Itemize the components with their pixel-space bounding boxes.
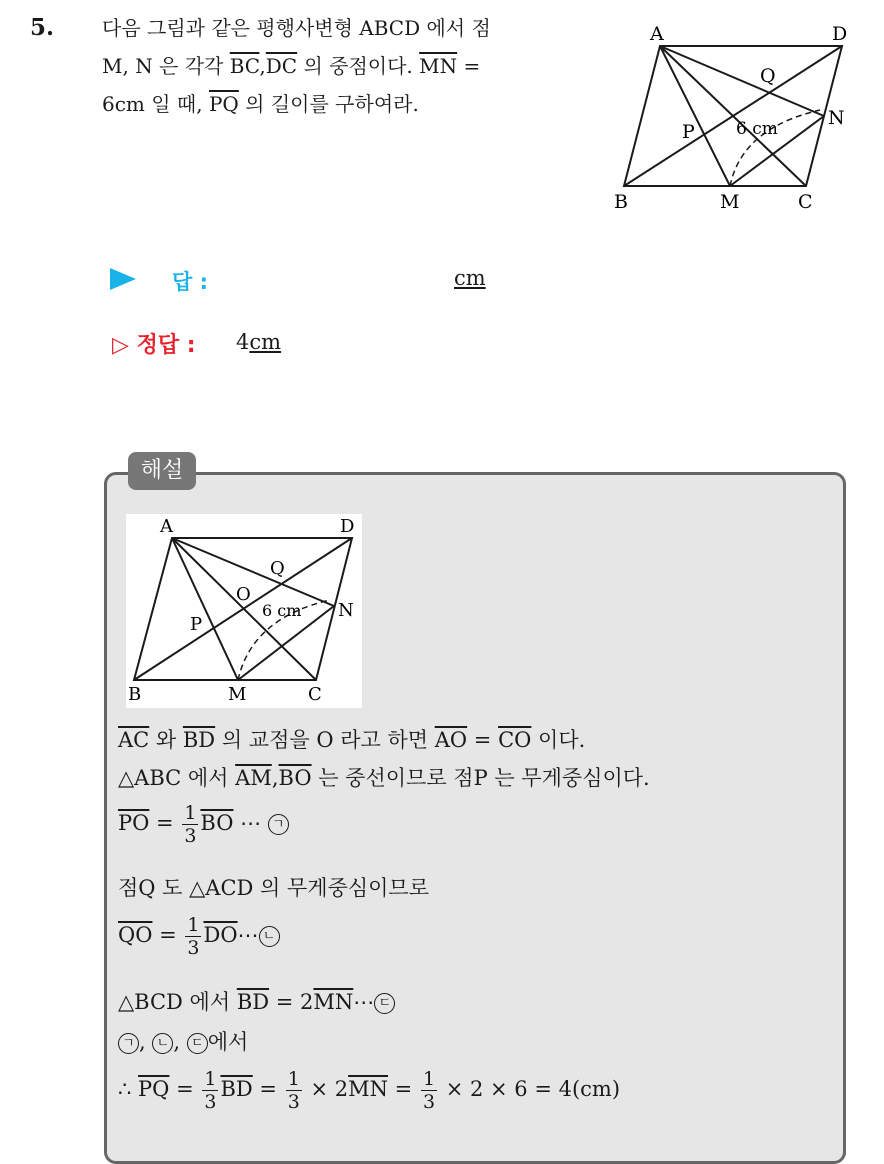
- circled-mark: ㄱ: [118, 1033, 139, 1054]
- label-q: Q: [760, 65, 776, 87]
- segment-do: $\overline{DO}$: [203, 923, 238, 947]
- fraction: [185, 914, 201, 959]
- sol-label-o: O: [236, 584, 251, 605]
- segment-bd: $\overline{BD}$: [236, 990, 270, 1014]
- segment-mn: $\overline{MN}$: [313, 990, 354, 1014]
- question-line-2: [102, 52, 480, 80]
- label-b: B: [614, 191, 628, 213]
- segment-ao: $\overline{AO}$: [434, 728, 468, 752]
- sol-label-a: A: [160, 516, 173, 537]
- text: 이다.: [531, 728, 586, 752]
- label-length: 6 cm: [736, 119, 778, 139]
- segment-dc: $\overline{DC}$: [265, 54, 298, 78]
- fraction: [421, 1068, 437, 1113]
- separator: ,: [139, 1030, 153, 1054]
- text: ⋯: [353, 990, 375, 1014]
- segment-qo: $\overline{QO}$: [118, 923, 153, 947]
- equals: =: [152, 923, 184, 947]
- label-c: C: [798, 191, 813, 213]
- solution-line-2: [118, 762, 650, 792]
- segment-bo: $\overline{BO}$: [278, 766, 312, 790]
- numerator: 1: [187, 914, 200, 936]
- segment-mn: $\overline{MN}$: [348, 1077, 388, 1101]
- question-line-1: 다음 그림과 같은 평행사변형 ABCD 에서 점: [102, 16, 491, 40]
- separator: ,: [271, 766, 279, 790]
- text: × 2 × 6 = 4(cm): [439, 1077, 621, 1101]
- text: ⋯: [237, 923, 259, 947]
- segment-co: $\overline{CO}$: [498, 728, 532, 752]
- parallelogram-figure: [606, 18, 866, 218]
- label-d: D: [832, 23, 848, 45]
- sol-label-m: M: [228, 684, 247, 705]
- text: △ABC 에서: [118, 766, 236, 790]
- segment-bc: $\overline{BC}$: [229, 54, 260, 78]
- answer-arrow-icon: [110, 268, 136, 290]
- numerator: 1: [422, 1068, 436, 1090]
- circled-mark: ㄴ: [259, 926, 280, 947]
- equals: = 2: [269, 990, 314, 1014]
- solution-line-4: 점Q 도 △ACD 의 무게중심이므로: [118, 876, 429, 900]
- text: 에서: [207, 1030, 249, 1054]
- solution-line-8: [118, 1068, 620, 1113]
- fraction: [202, 1068, 218, 1113]
- segment-po: $\overline{PO}$: [118, 811, 150, 835]
- solution-line-7: [118, 1026, 248, 1056]
- denominator: 3: [204, 1091, 217, 1113]
- question-text: M, N 은 각각: [102, 54, 230, 78]
- text: 는 중선이므로 점P 는 무게중심이다.: [311, 766, 650, 790]
- denominator: 3: [187, 937, 200, 959]
- label-a: A: [650, 23, 664, 45]
- question-line-3: [102, 90, 419, 118]
- denominator: 3: [287, 1091, 300, 1113]
- equals: =: [467, 728, 499, 752]
- segment-mn: $\overline{MN}$: [419, 54, 458, 78]
- text: × 2: [303, 1077, 349, 1101]
- solution-figure: [126, 514, 362, 708]
- separator: ,: [259, 54, 266, 78]
- correct-unit: cm: [249, 330, 282, 354]
- therefore: ∴: [118, 1077, 139, 1101]
- solution-line-1: [118, 724, 585, 754]
- circled-mark: ㄱ: [268, 814, 289, 835]
- question-number: 5.: [30, 14, 55, 41]
- question-text: 의 길이를 구하여라.: [238, 92, 419, 116]
- fraction: [286, 1068, 302, 1113]
- sol-label-p: P: [190, 614, 203, 635]
- solution-tag: 해설: [128, 452, 196, 490]
- sol-label-d: D: [340, 516, 355, 537]
- correct-answer-value: [236, 330, 281, 354]
- circled-mark: ㄴ: [152, 1033, 173, 1054]
- equals: =: [457, 54, 481, 78]
- sol-label-n: N: [338, 600, 354, 621]
- denominator: 3: [422, 1091, 436, 1113]
- numerator: 1: [184, 802, 197, 824]
- answer-label: 답 :: [172, 270, 208, 294]
- equals: =: [387, 1077, 419, 1101]
- sol-label-q: Q: [270, 558, 285, 579]
- segment-bo: $\overline{BO}$: [200, 811, 234, 835]
- numerator: 1: [287, 1068, 300, 1090]
- solution-line-6: [118, 986, 395, 1016]
- answer-unit: cm: [454, 266, 486, 290]
- segment-pq: $\overline{PQ}$: [208, 92, 239, 116]
- question-text: 의 중점이다.: [297, 54, 420, 78]
- correct-value: 4: [236, 330, 250, 354]
- question-text: 6cm 일 때,: [102, 92, 209, 116]
- label-p: P: [682, 121, 695, 143]
- fraction: [182, 802, 198, 847]
- solution-line-3: [118, 802, 289, 847]
- denominator: 3: [184, 825, 197, 847]
- solution-line-5: [118, 914, 280, 959]
- numerator: 1: [204, 1068, 217, 1090]
- segment-am: $\overline{AM}$: [235, 766, 272, 790]
- text: △BCD 에서: [118, 990, 237, 1014]
- sol-label-length: 6 cm: [262, 601, 302, 620]
- equals: =: [149, 811, 181, 835]
- separator: ,: [173, 1030, 187, 1054]
- correct-answer-label: ▷ 정답 :: [112, 333, 196, 358]
- text: ⋯: [233, 811, 262, 835]
- segment-bd: $\overline{BD}$: [182, 728, 216, 752]
- sol-label-c: C: [308, 684, 322, 705]
- label-m: M: [720, 191, 740, 213]
- text: 와: [149, 728, 183, 752]
- segment-bd: $\overline{BD}$: [220, 1077, 253, 1101]
- equals: =: [252, 1077, 284, 1101]
- segment-pq: $\overline{PQ}$: [138, 1077, 170, 1101]
- text: 의 교점을 O 라고 하면: [215, 728, 435, 752]
- segment-ac: $\overline{AC}$: [118, 728, 150, 752]
- circled-mark: ㄷ: [187, 1033, 208, 1054]
- label-n: N: [828, 107, 845, 129]
- circled-mark: ㄷ: [374, 993, 395, 1014]
- equals: =: [169, 1077, 201, 1101]
- sol-label-b: B: [128, 684, 142, 705]
